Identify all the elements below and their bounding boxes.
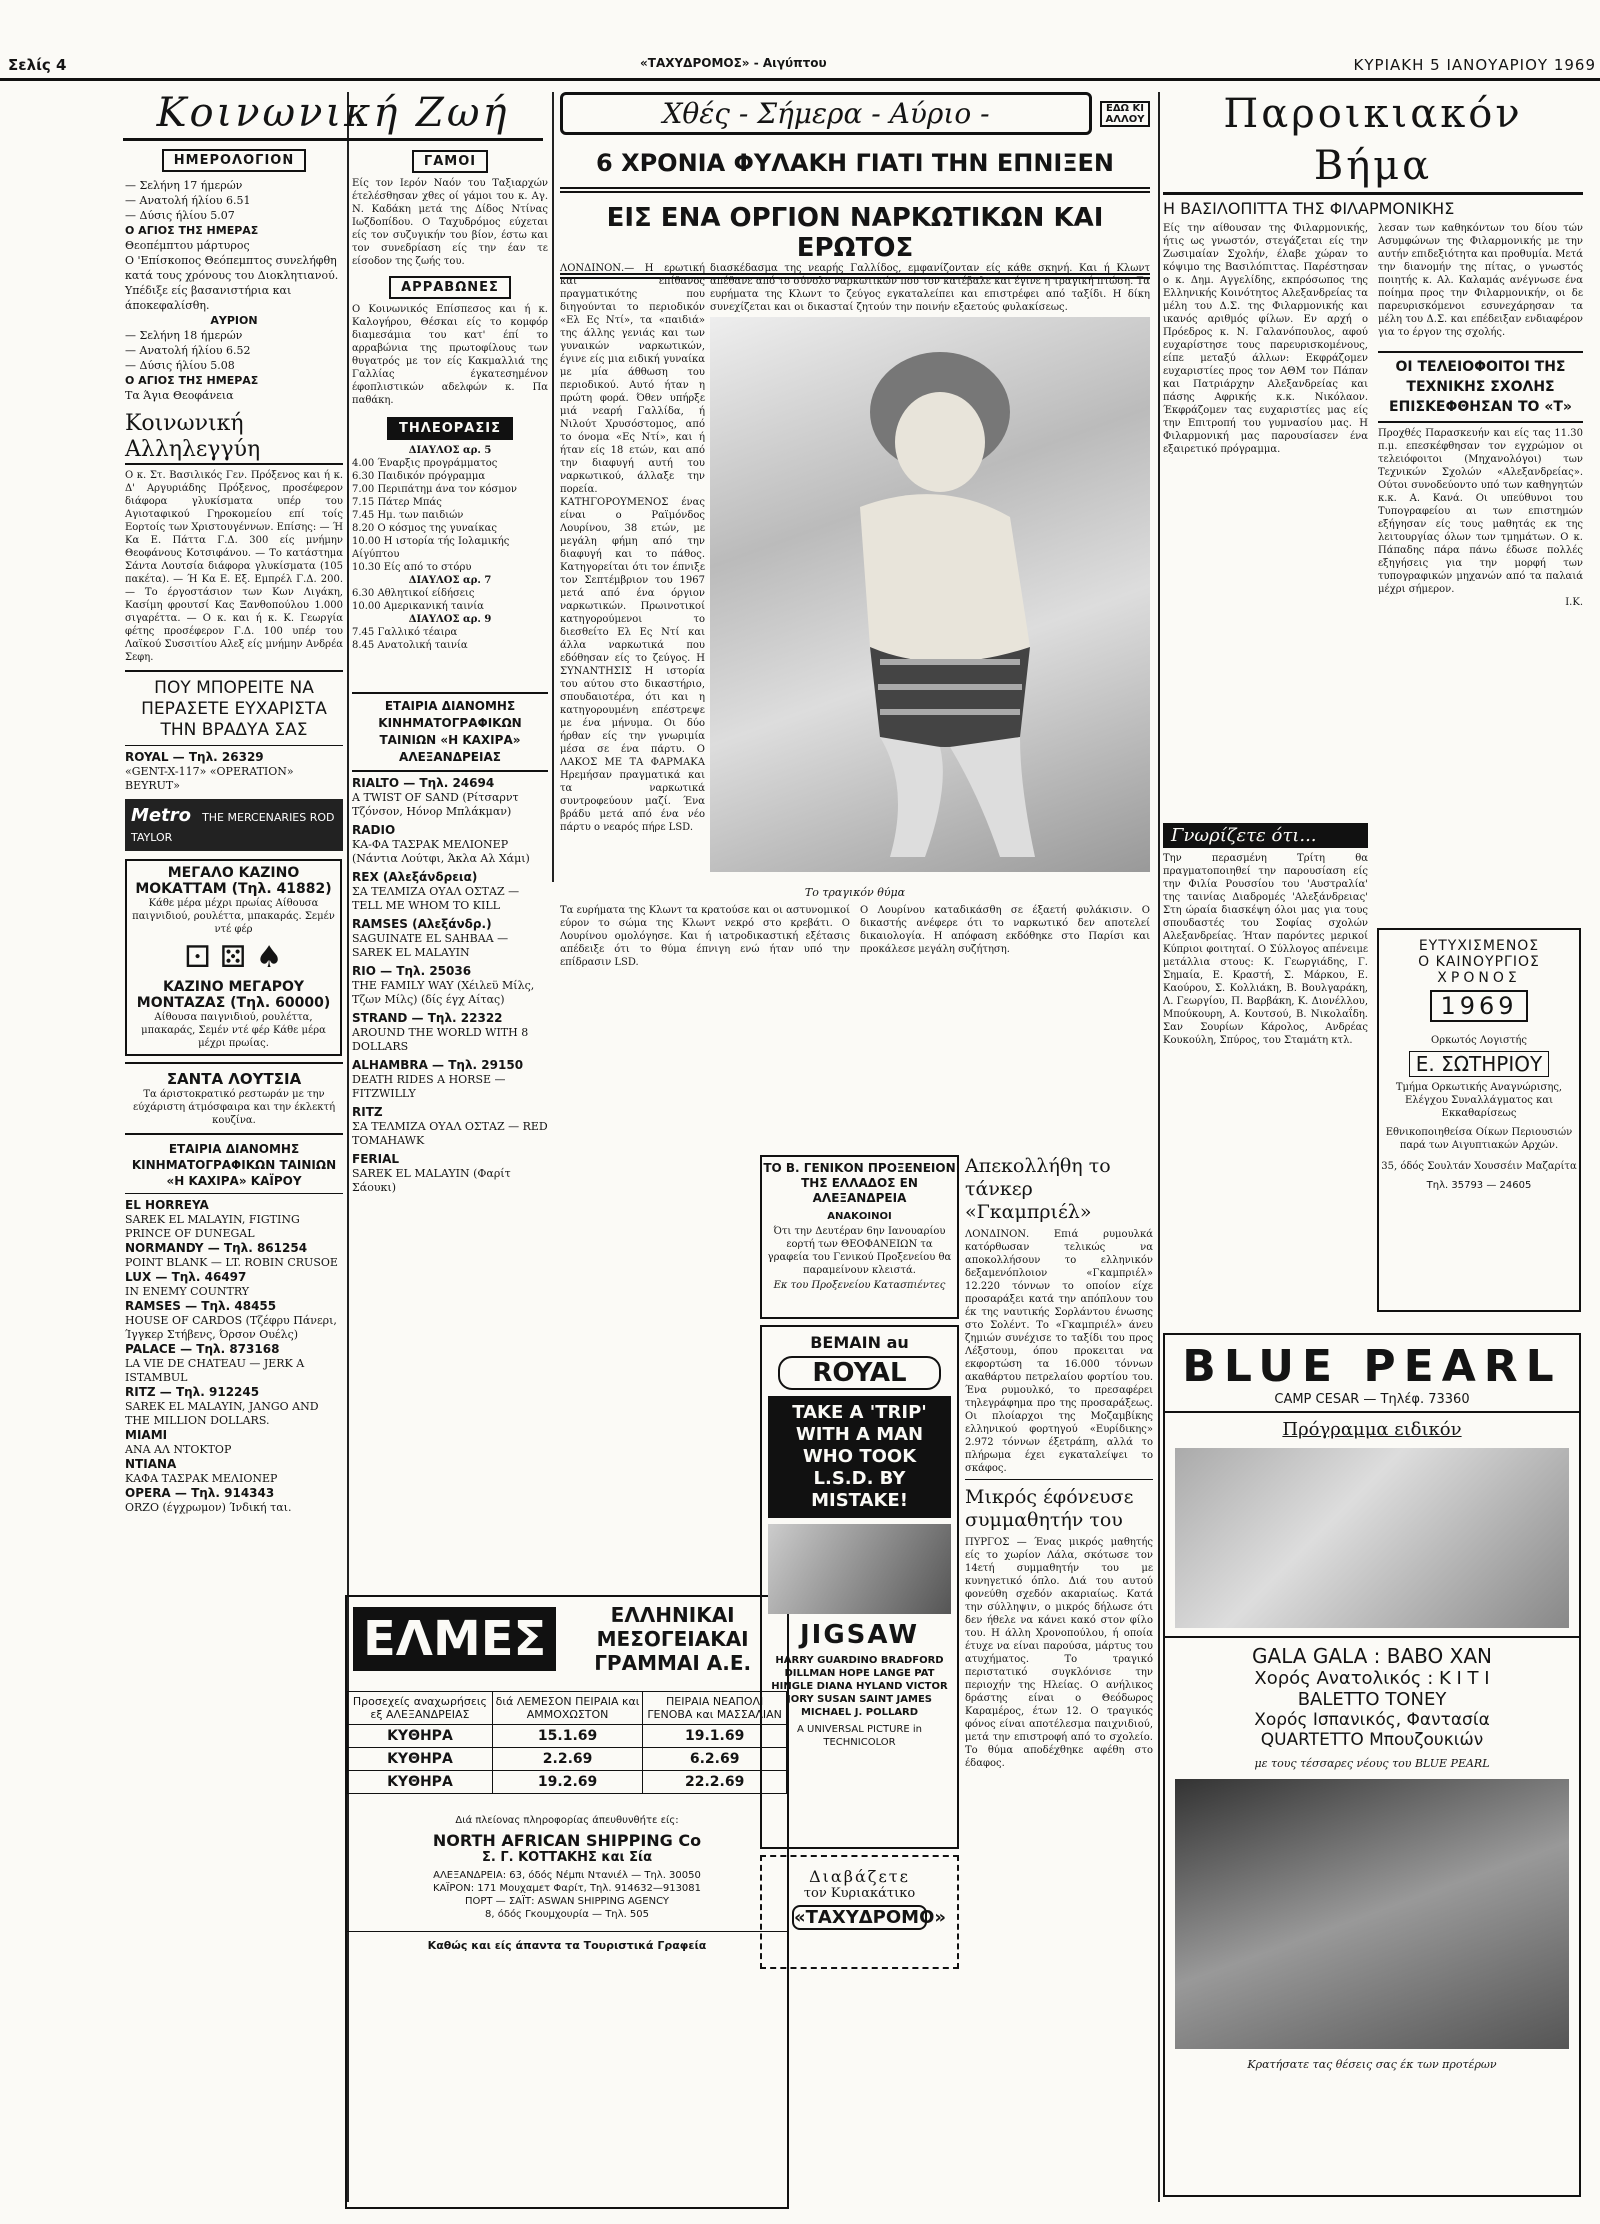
metro-film: THE MERCENARIES ROD TAYLOR bbox=[131, 811, 335, 844]
greeting-phone: Τηλ. 35793 — 24605 bbox=[1426, 1180, 1532, 1191]
elmes-address: ΑΛΕΞΑΝΔΡΕΙΑ: 63, όδός Νέμπι Ντανιέλ — Τηλ. 30050 bbox=[433, 1870, 701, 1881]
blue-pearl-programme: Πρόγραμμα ειδικόν bbox=[1282, 1419, 1462, 1440]
tanker-text: ΛΟΝΔΙΝΟΝ. Επιά ρυμουλκά κατόρθωσαν τελικώς να αποκολλήσουν το ελληνικόν δεξαμενόπλοιον «Γκαμπριέλ» 12.220 τόννων το οποίον είχε προσαράξει κατά την απόπλουν του έκ της ναυτικής Σορλάντου ένωσης στο Σολέντ. Το «Γκαμπριέλ» άνευ ζημιών συνέχισε το ταξίδι του προς Λέξστουμ, όπου προκειται να εκφορτώση τα 16.000 τόννων ακαθάρτου πετρελαίου φορτίου του. Ένα ρυμουλκό, το πρεσαφέρει τηλεγράφημα προ της προσαράξεως. Οι πλοίαρχοι της Μοζαμβίκης ελληνικού φορτηγού «Ευρίδικης» 2.972 τόννων έξετράπη, αλλά το πλήρωμα έχει εγκαταλείψει το σκάφος. bbox=[965, 1229, 1153, 1474]
engagements-text: Ο Κοινωνικός Επίσπεσος και ή κ. Καλογήρου, Θέσκαι είς το κομφόρ διαμεσάμια του κατ' έπί το αρραβώνια της πρωτοφίλους των θυγατρός με τον είς Κακμαλλιά της Γαλλίας έγκατεσημένον έφοπλιστικών αδελφών κ. Πα παθάκη. bbox=[352, 304, 548, 406]
story-photo bbox=[710, 317, 1150, 872]
cinema-film: SAREK EL MALAYIN (Φαρίτ Σάουκι) bbox=[352, 1167, 511, 1194]
tv-schedule bbox=[352, 444, 548, 652]
elmes-footer2: Καθώς και είς άπαντα τα Τουριστικά Γραφεία bbox=[347, 1931, 787, 1953]
social-text: Ο κ. Στ. Βασιλικός Γεν. Πρόξενος και ή κ. Δ' Αργυριάδης Πρόξενος, προσέφερον διάφορα γλυκίσματα υπέρ του Αγιοταφικού Γηροκομείου επί τοίς Εορτοίς των Χριστουγέννων. Επίσης: — Ή Κα Ε. Πάττα Γ.Δ. 300 είς μνήμην Θεοφάνους Κοτσιφάνου. — Το κατάστημα Σάντα Λουτσία διάφορα γλυκίσματα (105 πακέτα). — Ή Κα Ε. Εξ. Εμπρέλ Γ.Δ. 200. — Το έργοστάσιον των Κων Λιγάκη, Κασίμη φρουτσί Κας Ξανθοπούλου 1.000 σιγαρέττα. — Ο κ. και ή κ. Κ. Γεωργία φέτης προσέφερον Γ.Δ. 100 υπέρ του Λαϊκού Συσσιτίου Αλεξ είς μνήμην Ανδρέα Σεφη. bbox=[125, 470, 344, 663]
table-header: Προσεχείς αναχωρήσεις εξ ΑΛΕΞΑΝΔΡΕΙΑΣ bbox=[348, 1692, 493, 1725]
tv-line: 10.00 Αμερικανική ταινία bbox=[352, 601, 484, 612]
table-header: διά ΛΕΜΕΣΟΝ ΠΕΙΡΑΙΑ και ΑΜΜΟΧΩΣΤΟΝ bbox=[492, 1692, 642, 1725]
film-title: JIGSAW bbox=[799, 1620, 920, 1650]
elmes-ad bbox=[345, 1595, 789, 2209]
cinema-name: RAMSES (Αλεξάνδρ.) bbox=[352, 917, 492, 931]
calendar-line: — Σελήνη 17 ήμερών bbox=[125, 179, 243, 192]
elmes-address: 8, όδός Γκουμχουρία — Τηλ. 505 bbox=[484, 1909, 650, 1920]
dice-icon: ⚀ ⚄ ♠ bbox=[184, 940, 283, 975]
killer-text: ΠΥΡΓΟΣ — Ένας μικρός μαθητής είς το χωρίον Λάλα, σκότωσε τον 14ετή συμμαθητήν του με κυνηγετικό όπλο. Διά του αυτού φονεύθη σχεδόν ακαριαίως. Κατά την σύλληψιν, ο μικρός δήλωσε ότι δεν ήθελε να κάνει κακό στον φίλο του. Η άλλη Χρονοπούλου, ή οποία έτυχε να είναι παρούσα, μάρτυς του ατυχήματος. Το τραγικό περιστατικό συγκλόνισε την περιοχήν της Ηλείας. Ο ανήλικος δράστης είναι ο Θεόδωρος Καραμέρος, έτων 12. Ο τραγικός φόνος είναι αποτέλεσμα παιχνιδιού, μετά την επιστροφή από το σχολείο. Το θύμα αποδέχθηκε αφέθη στο έδαφος. bbox=[965, 1537, 1153, 1769]
tv-line: 8.20 Ο κόσμος της γυναίκας bbox=[352, 523, 497, 534]
greeting-line: ΧΡΟΝΟΣ bbox=[1437, 970, 1521, 986]
elmes-agent2: Σ. Γ. ΚΟΤΤΑΚΗΣ και Σία bbox=[481, 1850, 652, 1865]
graduates-title: ΟΙ ΤΕΛΕΙΟΦΟΙΤΟΙ ΤΗΣ ΤΕΧΝΙΚΗΣ ΣΧΟΛΗΣ ΕΠΙΣΚΕΦΘΗΣΑΝ ΤΟ «Τ» bbox=[1378, 351, 1583, 423]
tv-line: 10.00 Η ιστορία τής Ιολαμικής Αίγύπτου bbox=[352, 536, 510, 560]
cinema-film: ΚΑ-ΦΑ ΤΑΣΡΑΚ ΜΕΛΙΟΝΕΡ (Νάντια Λούτφι, Άκλα Αλ Χάμι) bbox=[352, 838, 530, 865]
section-title: Κοινωνική Ζωή bbox=[123, 88, 543, 141]
did-you-know-text: Την περασμένη Τρίτη θα πραγματοποιηθεί την παρουσίαση είς την Φιλία Ρουσσίου του 'Αυστραλία' της ταινίας Διαδρομές 'Αλεξάνδρειας' Στη ώραία διασκέψη όλοι μας για τους σπουδαστές του Σοφίας σχολών Αλεξανδρείας. Ήταν παρόντες μερικοί Κύπριοι φοιτηταί. Ο Σύλλογος απένειμε μετάλλια στους: Κ. Γεωργιάδης, Γ. Σημαία, Ε. Κραστή, Σ. Μάρκου, Ε. Καούρου, Σ. Κολλιάκη, Β. Βουλγαράκη, Λ. Γεωργίου, Π. Βαρβάκη, Κ. Διονέλλου, Μπούκουρη, Α. Κουτσού, Β. Νικολαΐδη. Σαν Σουρίων Κάρολος, Ανδρέας Κουκούλη, Σπύρος, του Σταμάτη κτλ. bbox=[1163, 853, 1368, 1046]
greeting-line: ΕΥΤΥΧΙΣΜΕΝΟΣ bbox=[1418, 938, 1540, 954]
ship-name: ΚΥΘΗΡΑ bbox=[348, 1748, 493, 1771]
consulate-sub: ΑΝΑΚΟΙΝΟΙ bbox=[827, 1211, 892, 1222]
date-cell: 15.1.69 bbox=[492, 1725, 642, 1748]
cinema-film: A TWIST OF SAND (Ρίτσαρντ Τζόνσον, Ηόνορ Μπλάκμαν) bbox=[352, 791, 519, 818]
cinema-name: NORMANDY — Τηλ. 861254 bbox=[125, 1241, 308, 1255]
ad-line: Διαβάζετε bbox=[809, 1867, 910, 1886]
cinema-film: ORZO (έγχρωμον) Ίνδική ται. bbox=[125, 1501, 292, 1514]
social-title: Κοινωνική Αλληλεγγύη bbox=[125, 411, 343, 465]
greeting-text: Τμήμα Ορκωτικής Αναγνώρισης, Ελέγχου Συναλλάγματος και Εκκαθαρίσεως bbox=[1395, 1082, 1563, 1119]
column-rule bbox=[552, 92, 554, 882]
calendar-list bbox=[125, 178, 343, 403]
casino-name: ΜΕΓΑΛΟ ΚΑΖΙΝΟ ΜΟΚΑΤΤΑΜ (Τηλ. 41882) bbox=[135, 865, 332, 897]
elmes-agent: NORTH AFRICAN SHIPPING Co bbox=[432, 1831, 702, 1850]
cinema-name: MIAMI bbox=[125, 1428, 168, 1442]
calendar-line: Ο ΑΓΙΟΣ ΤΗΣ ΗΜΕΡΑΣ bbox=[125, 224, 259, 237]
ship-name: ΚΥΘΗΡΑ bbox=[348, 1771, 493, 1794]
cinema-film: SAGUINATE EL SAHBAA — SAREK EL MALAYIN bbox=[352, 932, 509, 959]
tv-line: 4.00 Έναρξις προγράμματος bbox=[352, 458, 498, 469]
cinema-film: DEATH RIDES A HORSE — FITZWILLY bbox=[352, 1073, 506, 1100]
ad-line: τον Κυριακάτικο bbox=[803, 1886, 916, 1901]
cinema-film: «GENT-X-117» «OPERATION» BEYRUT» bbox=[125, 765, 294, 792]
cinema-ad-title: TAKE A 'TRIP' WITH A MAN WHO TOOK L.S.D. BY MISTAKE! bbox=[768, 1396, 951, 1518]
tv-line: 7.00 Περιπάτημ άνα τον κόσμον bbox=[352, 484, 517, 495]
cinema-film: SAREK EL MALAYIN, FIGTING PRINCE OF DUNEGAL bbox=[125, 1213, 300, 1240]
community-text: λεσαν των καθηκόντων του δίου τών Ασυμφώνων της Φιλαρμονικής με την αυτήν επιδεξιότητα και προθυμία. Μετά την διανομήν της πίτας, ο γνωστός ποιητής κ. Αλ. Καλαμάς ανέγνωσε ένα ποίημα προς την Φιλαρμονικήν, οι δε παρευρισκόμενοι εσυνεχάρησαν τα μέλη του Δ.Σ. και επέδειξαν ενδιαφέρον για το έργον της σχολής. bbox=[1378, 223, 1583, 338]
calendar-line: — Ανατολή ήλίου 6.52 bbox=[125, 344, 251, 357]
consulate-notice bbox=[760, 1155, 959, 1319]
calendar-line: Ο ΑΓΙΟΣ ΤΗΣ ΗΜΕΡΑΣ bbox=[125, 374, 259, 387]
column-rule bbox=[1158, 92, 1160, 2202]
photo-caption: Το τραγικόν θύμα bbox=[804, 886, 906, 899]
blue-pearl-name: BLUE PEARL bbox=[1182, 1341, 1562, 1392]
show-photo-image bbox=[1175, 1448, 1569, 1628]
elmes-logo: ΕΛΜΕΣ bbox=[353, 1607, 556, 1671]
greeting-address: 35, όδός Σουλτάν Χουσσέιν Μαζαρίτα bbox=[1381, 1161, 1577, 1172]
greeting-year: 1969 bbox=[1430, 990, 1527, 1022]
tv-line: 6.30 Αθλητικοί είδήσεις bbox=[352, 588, 475, 599]
where-title: ΠΟΥ ΜΠΟΡΕΙΤΕ ΝΑ ΠΕΡΑΣΕΤΕ ΕΥΧΑΡΙΣΤΑ ΤΗΝ ΒΡΑΔΥΑ ΣΑΣ bbox=[141, 678, 327, 740]
community-subtitle: Η ΒΑΣΙΛΟΠΙΤΤΑ ΤΗΣ ΦΙΛΑΡΜΟΝΙΚΗΣ bbox=[1163, 199, 1455, 218]
elmes-address: ΠΟΡΤ — ΣΑΪΤ: ASWAN SHIPPING AGENCY bbox=[464, 1896, 670, 1907]
page-number: Σελίς 4 bbox=[8, 56, 67, 74]
calendar-line: — Δύσις ήλίου 5.08 bbox=[125, 359, 235, 372]
weddings-text: Είς τον Ιερόν Ναόν του Ταξιαρχών έτελέσθησαν χθες οί γάμοι του κ. Αγ. Ν. Καδάκη μετά της Δίδος Ντίνας Ιωζδοπίδου. Ο Ταχυδρόμος εύχεται είς τον συζυγικήν του βίον, έστω και τον συνεδρίαση είς την έαν τε είσοδον της ζωής του. bbox=[352, 178, 548, 267]
ballet-line: BALETTO TONEY bbox=[1297, 1689, 1447, 1710]
calendar-line: — Σελήνη 18 ήμερών bbox=[125, 329, 243, 342]
here-and-elsewhere-badge: ΕΔΩ ΚΙ ΑΛΛΟΥ bbox=[1100, 101, 1150, 127]
cinema-name: STRAND — Τηλ. 22322 bbox=[352, 1011, 503, 1025]
tv-line: 7.45 Ημ. των παιδιών bbox=[352, 510, 464, 521]
metro-logo: Metro bbox=[131, 805, 191, 826]
cairo-distrib-title: ΕΤΑΙΡΙΑ ΔΙΑΝΟΜΗΣ ΚΙΝΗΜΑΤΟΓΡΑΦΙΚΩΝ ΤΑΙΝΙΩΝ «Η ΚΑΧΙΡΑ» ΚΑΪΡΟΥ bbox=[131, 1142, 337, 1188]
issue-date: ΚΥΡΙΑΚΗ 5 ΙΑΝΟΥΑΡΙΟΥ 1969 bbox=[1353, 56, 1596, 74]
headline-1: 6 ΧΡΟΝΙΑ ΦΥΛΑΚΗ ΓΙΑΤΙ ΤΗΝ ΕΠΝΙΞΕΝ bbox=[596, 149, 1114, 177]
right-center-stories bbox=[965, 1155, 1153, 2205]
killer-title: Μικρός έφόνευσε συμμαθητήν του bbox=[965, 1486, 1134, 1531]
author-initials: Ι.Κ. bbox=[1565, 597, 1583, 608]
tachydromos-ad bbox=[760, 1855, 959, 1969]
cinema-name: LUX — Τηλ. 46497 bbox=[125, 1270, 247, 1284]
masthead: «ΤΑΧΥΔΡΟΜΟΣ» - Αιγύπτου bbox=[640, 56, 827, 70]
dance-line: Χορός Ανατολικός : K I T I bbox=[1254, 1668, 1490, 1689]
calendar-line: Τα Άγια Θεοφάνεια bbox=[125, 389, 234, 402]
tv-line: 10.30 Είς από το στόρυ bbox=[352, 562, 472, 573]
column-community bbox=[1163, 88, 1583, 2208]
calendar-line: Θεοπέμπτου μάρτυρος bbox=[125, 239, 250, 252]
tv-line: 6.30 Παιδικόν πρόγραμμα bbox=[352, 471, 486, 482]
santa-lucia-text: Τα άριστοκρατικό ρεστωράν με την εύχάριστη άτμόσφαιρα και την έκλεκτή κουζίνα. bbox=[132, 1089, 336, 1126]
cinema-name: NTIANA bbox=[125, 1457, 177, 1471]
engagements-title: ΑΡΡΑΒΩΝΕΣ bbox=[389, 276, 511, 299]
calendar-line: Ο 'Επίσκοπος Θεόπεμπτος συνελήφθη κατά τους χρόνους του Διοκλητιανού. Υπέδιξε είς βασανιστήρια και άποκεφαλίσθη. bbox=[125, 254, 339, 312]
cinema-film: IN ENEMY COUNTRY bbox=[125, 1285, 250, 1298]
tv-line: ΔΙΑΥΛΟΣ αρ. 9 bbox=[408, 614, 492, 625]
consulate-sign: Εκ του Προξενείου Κατασπιέντες bbox=[773, 1280, 946, 1291]
tv-line: 7.45 Γαλλικό τέαιρα bbox=[352, 627, 458, 638]
greeting-line: Ο ΚΑΙΝΟΥΡΓΙΟΣ bbox=[1418, 954, 1540, 970]
community-text: Είς την αίθουσαν της Φιλαρμονικής, ήτις ως γνωστόν, στεγάζεται είς την Ζωσιμαίαν Σχολήν, έλαβε χώραν το κόψιμο της Βασιλόπιττας. Παρέστησαν ο κ. Δημ. Αγγελίδης, εκπρόσωπος της Ελληνικής Κοινότητος Αλεξανδρείας τα μέλη του Δ.Σ. της Φιλαρμονικής και ικανός αριθμός φίλων. Εν αρχή ο Πρόεδρος κ. Ν. Γαλανόπουλος, αφού ευχαρίστησε τους παρευρισκομένους, είπε μεταξύ άλλων: Εκφράζομεν ευχαριστίες προς τον ΑΘΜ τον Πάπαν και Πατριάρχην Αλεξανδρείας και πάσης Αφρικής κ.κ. Νικόλαον. Έκφράζομεν τας ευχαριστίες μας είς την Επιτροπή του γυμνασίου μας. Η Φιλαρμονική μας παρουσίασεν ένα εξαιρετικό πρόγραμμα. bbox=[1163, 223, 1368, 455]
ferry-table bbox=[347, 1691, 787, 1794]
page-header bbox=[0, 50, 1600, 81]
tv-line: ΔΙΑΥΛΟΣ αρ. 5 bbox=[408, 445, 492, 456]
cinema-name: RADIO bbox=[352, 823, 396, 837]
story-body: Τα ευρήματα της Κλωντ τα κρατούσε και οι αστυνομικοί εύρον το σώμα της Κλωντ νεκρό στο κρεβάτι. Ο Λουρίνου ομολόγησε. Και ή ιατροδικαστική εξέτασις απέδειξε ότι το θύμα έπνιγη ενώ ήταν υπό την επίδρασιν LSD. bbox=[560, 905, 850, 968]
film-cast: HARRY GUARDINO BRADFORD DILLMAN HOPE LANGE PAT HINGLE DIANA HYLAND VICTOR JORY SUSAN SAINT JAMES MICHAEL J. POLLARD bbox=[771, 1655, 948, 1718]
cinema-name: RAMSES — Τηλ. 48455 bbox=[125, 1299, 277, 1313]
alex-distrib-title: ΕΤΑΙΡΙΑ ΔΙΑΝΟΜΗΣ ΚΙΝΗΜΑΤΟΓΡΑΦΙΚΩΝ ΤΑΙΝΙΩΝ «Η ΚΑΧΙΡΑ» ΑΛΕΞΑΝΔΡΕΙΑΣ bbox=[352, 692, 548, 772]
cinema-name: OPERA — Τηλ. 914343 bbox=[125, 1486, 275, 1500]
headline-2: ΕΙΣ ΕΝΑ ΟΡΓΙΟΝ ΝΑΡΚΩΤΙΚΩΝ ΚΑΙ ΕΡΩΤΟΣ bbox=[606, 203, 1104, 263]
elmes-address: ΚΑΪΡΟΝ: 171 Μουχαμετ Φαρίτ, Τηλ. 914632—913081 bbox=[432, 1883, 702, 1894]
casino-text: Αίθουσα παιγνιδιού, ρουλέττα, μπακαράς, Σεμέν ντέ φέρ Κάθε μέρα μέχρι πρωίας. bbox=[141, 1012, 326, 1049]
blue-pearl-place: CAMP CESAR — Τηλέφ. 73360 bbox=[1165, 1392, 1579, 1413]
metro-ad bbox=[125, 799, 343, 851]
cinema-name: PALACE — Τηλ. 873168 bbox=[125, 1342, 280, 1356]
new-year-greeting bbox=[1377, 928, 1581, 1312]
royal-logo: ROYAL bbox=[778, 1356, 941, 1390]
cinema-name: REX (Αλεξάνδρεια) bbox=[352, 870, 478, 884]
table-row bbox=[348, 1725, 787, 1748]
elmes-footer1: Διά πλείονας πληροφορίας άπευθυνθήτε είς: bbox=[455, 1815, 679, 1826]
cinema-film: LA VIE DE CHATEAU — JERK A ISTAMBUL bbox=[125, 1357, 305, 1384]
casino-text: Κάθε μέρα μέχρι πρωίας Αίθουσα παιγνιδιού, ρουλέττα, μπακαράς. Σεμέν ντέ φέρ bbox=[132, 898, 335, 935]
casino-ad bbox=[125, 859, 342, 1056]
center-story bbox=[560, 92, 1150, 882]
cinema-film: AROUND THE WORLD WITH 8 DOLLARS bbox=[352, 1026, 529, 1053]
cinema-film: THE FAMILY WAY (Χέιλεϋ Μίλς, Τζων Μίλς) (δίς έγχ Αίτας) bbox=[352, 979, 535, 1006]
cinema-film: ΣΑ ΤΕΛΜΙΖΑ ΟΥΑΛ ΟΣΤΑΖ — TELL ME WHOM TO KILL bbox=[352, 885, 520, 912]
cinema-film: HOUSE OF CARDOS (Τζέφρυ Πάνερι, Ίγγκερ Στήβενς, Όρσον Ουέλς) bbox=[125, 1314, 337, 1341]
tv-line: 7.15 Πάτερ Μπάς bbox=[352, 497, 442, 508]
film-studio: A UNIVERSAL PICTURE in TECHNICOLOR bbox=[797, 1724, 922, 1748]
weddings-title: ΓΑΜΟΙ bbox=[412, 150, 488, 173]
date-cell: 2.2.69 bbox=[492, 1748, 642, 1771]
woman-photo-illustration bbox=[710, 317, 1150, 872]
consulate-text: Ότι την Δευτέραν 6ην Ιανουαρίου εορτή των ΘΕΟΦΑΝΕΙΩΝ τα γραφεία του Γενικού Προξενείου θα παραμείνουν κλειστά. bbox=[767, 1226, 952, 1276]
table-header: ΠΕΙΡΑΙΑ ΝΕΑΠΟΛΙ ΓΕΝΟΒΑ και ΜΑΣΣΑΛΙΑΝ bbox=[643, 1692, 787, 1725]
jigsaw-cinema-ad bbox=[760, 1325, 959, 1849]
consulate-title: ΤΟ Β. ΓΕΝΙΚΟΝ ΠΡΟΞΕΝΕΙΟΝ ΤΗΣ ΕΛΛΑΔΟΣ ΕΝ ΑΛΕΞΑΝΔΡΕΙΑ bbox=[763, 1161, 956, 1205]
cinema-film: ΑΝΑ ΑΛ ΝΤΟΚΤΟΡ bbox=[125, 1443, 232, 1456]
cinema-name: RIALTO — Τηλ. 24694 bbox=[352, 776, 495, 790]
greeting-text: Εθνικοποιηθείσα Οίκων Περιουσιών παρά των Αιγυπτιακών Αρχών. bbox=[1385, 1127, 1573, 1151]
cinema-name: EL HORREYA bbox=[125, 1198, 209, 1212]
calendar-line: — Ανατολή ήλίου 6.51 bbox=[125, 194, 251, 207]
band-photo-image bbox=[1175, 1779, 1569, 2049]
date-cell: 19.2.69 bbox=[492, 1771, 642, 1794]
elmes-name: ΕΛΛΗΝΙΚΑΙ ΜΕΣΟΓΕΙΑΚΑΙ ΓΡΑΜΜΑΙ Α.Ε. bbox=[594, 1603, 752, 1675]
ship-name: ΚΥΘΗΡΑ bbox=[348, 1725, 493, 1748]
story-body: ΛΟΝΔΙΝΟΝ.— Η ερωτική και επίθανος πραγματικότης που διηγούνται το περιοδικόν «Ελ Ες Ντί», τα «παιδιά» της άλλης γενιάς και των γυναικών ναρκωτικών, έγινε είς μια ειδική γυναίκα με μία άθθωση του περιοδικού. Αυτό ήταν η πρώτη φορά. Όθεν υπήρξε μιά νεαρή Γαλλίδα, ή Νιλούτ Χρυσόστομος, από το όνομα «Ες Ντί», και ή ήταν είς 18 ετών, και από την διαφυγή αυτή του ναρκωτικού, άλλαξε την πορεία. ΚΑΤΗΓΟΡΟΥΜΕΝΟΣ ένας είναι ο Ραϊμόνδος Λουρίνου, 38 ετών, με μεγάλη φήμη από την διαφυγή και το πάθος. Κατηγορείται ότι τον έπνιξε τον Σεπτέμβριον του 1967 μετά από ένα όργιον ναρκωτικών. Πρωινοτικοί κατηγορούμενοι το διεσθείτο Ελ Ες Ντί και άλλα ναρκωτικά που εδόθησαν είς το ζεύγος. Η ΣΥΝΑΝΤΗΣΙΣ Η ιστορία του αύτου στο δικαστήριο, σπουδαιοτέρα, ότι και η κατηγορουμένη επέστρεψε με ένα μήνυμα. Οι δύο ήρθαν είς την γνωριμία μέσα σε ένα πάρτυ. Ο ΛΑΚΟΣ ΜΕ ΤΑ ΦΑΡΜΑΚΑ Ηρεμήσαν πραγματικά και τα ναρκωτικά συντροφεύουν μαζί. Ένα βράδυ μετά από ένα νέο πάρτυ ο νεαρός πήρε LSD. bbox=[560, 263, 705, 833]
cinema-name: RIO — Τηλ. 25036 bbox=[352, 964, 472, 978]
cinema-film: POINT BLANK — LT. ROBIN CRUSOE bbox=[125, 1256, 338, 1269]
calendar-line: ΑΥΡΙΟΝ bbox=[210, 314, 258, 327]
calendar-line: — Δύσις ήλίου 5.07 bbox=[125, 209, 235, 222]
cinema-film: ΣΑ ΤΕΛΜΙΖΑ ΟΥΑΛ ΟΣΤΑΖ — RED TOMAHAWK bbox=[352, 1120, 548, 1147]
reservation-caption: Κρατήσατε τας θέσεις σας έκ των προτέρων bbox=[1247, 2058, 1497, 2071]
tanker-title: Απεκολλήθη το τάνκερ «Γκαμπριέλ» bbox=[965, 1155, 1111, 1223]
cinema-name: ROYAL — Τηλ. 26329 bbox=[125, 750, 264, 764]
cinema-name: ALHAMBRA — Τηλ. 29150 bbox=[352, 1058, 524, 1072]
community-title: Παροικιακόν Βήμα bbox=[1163, 88, 1583, 195]
cinema-name: RITZ — Τηλ. 912245 bbox=[125, 1385, 260, 1399]
greeting-name: Ε. ΣΩΤΗΡΙΟΥ bbox=[1409, 1051, 1549, 1077]
film-still-image bbox=[768, 1524, 951, 1614]
ad-line: «ΤΑΧΥΔΡΟΜΟ» bbox=[794, 1907, 947, 1928]
story-body: διασκέδασμα της νεαρής Γαλλίδος, εμφανίζονταν είς κάθε σκηνή. Και ή Κλωντ απέθανε από το σύνολο ναρκωτικών που τον κατέβαλε και έγινε η τραγική πτώση. Τα ευρήματα της Κλωντ το ζεύγος εγκαταλείπει και επιστρέφει από ταξίδι. Η δίκη συνεχίζεται και οι δικασταί ζητούν την ποινήν εξαετούς φυλακίσεως. bbox=[710, 263, 1150, 313]
tv-title: ΤΗΛΕΟΡΑΣΙΣ bbox=[387, 417, 513, 440]
date-cell: 22.2.69 bbox=[643, 1771, 787, 1794]
table-row bbox=[348, 1771, 787, 1794]
tv-line: 8.45 Ανατολική ταινία bbox=[352, 640, 468, 651]
story-body: Ο Λουρίνου καταδικάσθη σε έξαετή φυλάκισιν. Ο δικαστής ανέφερε ότι το ναρκωτικό δεν αποτελεί δικαιολογία. Η απόφαση εκδόθηκε στο Παρίσι και προκάλεσε μεγάλη συζήτηση. bbox=[860, 905, 1150, 955]
tv-line: ΔΙΑΥΛΟΣ αρ. 7 bbox=[408, 575, 492, 586]
cinema-name: RITZ bbox=[352, 1105, 383, 1119]
cairo-cinema-list bbox=[125, 1198, 343, 1515]
table-row bbox=[348, 1748, 787, 1771]
cinema-name: FERIAL bbox=[352, 1152, 400, 1166]
calendar-title: ΗΜΕΡΟΛΟΓΙΟΝ bbox=[162, 149, 306, 172]
greeting-from: Ορκωτός Λογιστής bbox=[1431, 1035, 1527, 1046]
date-cell: 6.2.69 bbox=[643, 1748, 787, 1771]
santa-lucia-name: ΣΑΝΤΑ ΛΟΥΤΣΙΑ bbox=[166, 1070, 302, 1088]
casino-name: ΚΑΖΙΝΟ ΜΕΓΑΡΟΥ ΜΟΝΤΑΖΑΣ (Τηλ. 60000) bbox=[136, 979, 331, 1011]
quartet-line: QUARTETTO Μπουζουκιών bbox=[1260, 1730, 1484, 1750]
graduates-text: Προχθές Παρασκευήν και είς τας 11.30 π.μ. επεσκέφθησαν τον εγχρώμον οι τελειόφοιτοι (Μηχανολόγοι) των Τεχνικών Σχολών «Αλεξανδρείας». Ούτοι συνοδεύοντο υπό των καθηγητών κ.κ. Α. Κανά. Οι υπεύθυνοι του Τυπογραφείου αι των επιστημών εξήγησαν είς τους μαθητάς εκ της λειτουργίας όλων των τμημάτων. Ο κ. Πάπαδης πάρα πάνω έδωσε πολλές εξηγήσεις για την μορφή των τυπογραφικών μηχανών από τα παλαιά μέχρι σήμερον. bbox=[1378, 428, 1583, 595]
section-banner: Χθές - Σήμερα - Αύριο - bbox=[560, 92, 1092, 135]
cinema-film: ΚΑΦΑ ΤΑΣΡΑΚ ΜΕΛΙΟΝΕΡ bbox=[125, 1472, 278, 1485]
cinema-film: SAREK EL MALAYIN, JANGO AND THE MILLION DOLLARS. bbox=[125, 1400, 319, 1427]
band-line: με τους τέσσαρες νέους του BLUE PEARL bbox=[1254, 1757, 1490, 1770]
cinema-ad-top: ΒΕΜΑΙΝ au bbox=[810, 1333, 909, 1352]
alex-cinema-list bbox=[352, 776, 548, 1195]
did-you-know-title: Γνωρίζετε ότι... bbox=[1163, 823, 1368, 848]
blue-pearl-ad bbox=[1163, 1333, 1581, 2197]
date-cell: 19.1.69 bbox=[643, 1725, 787, 1748]
gala-line: GALA GALA : BABO XAN bbox=[1165, 1636, 1579, 1668]
dance-line: Χορός Ισπανικός, Φαντασία bbox=[1254, 1710, 1490, 1730]
